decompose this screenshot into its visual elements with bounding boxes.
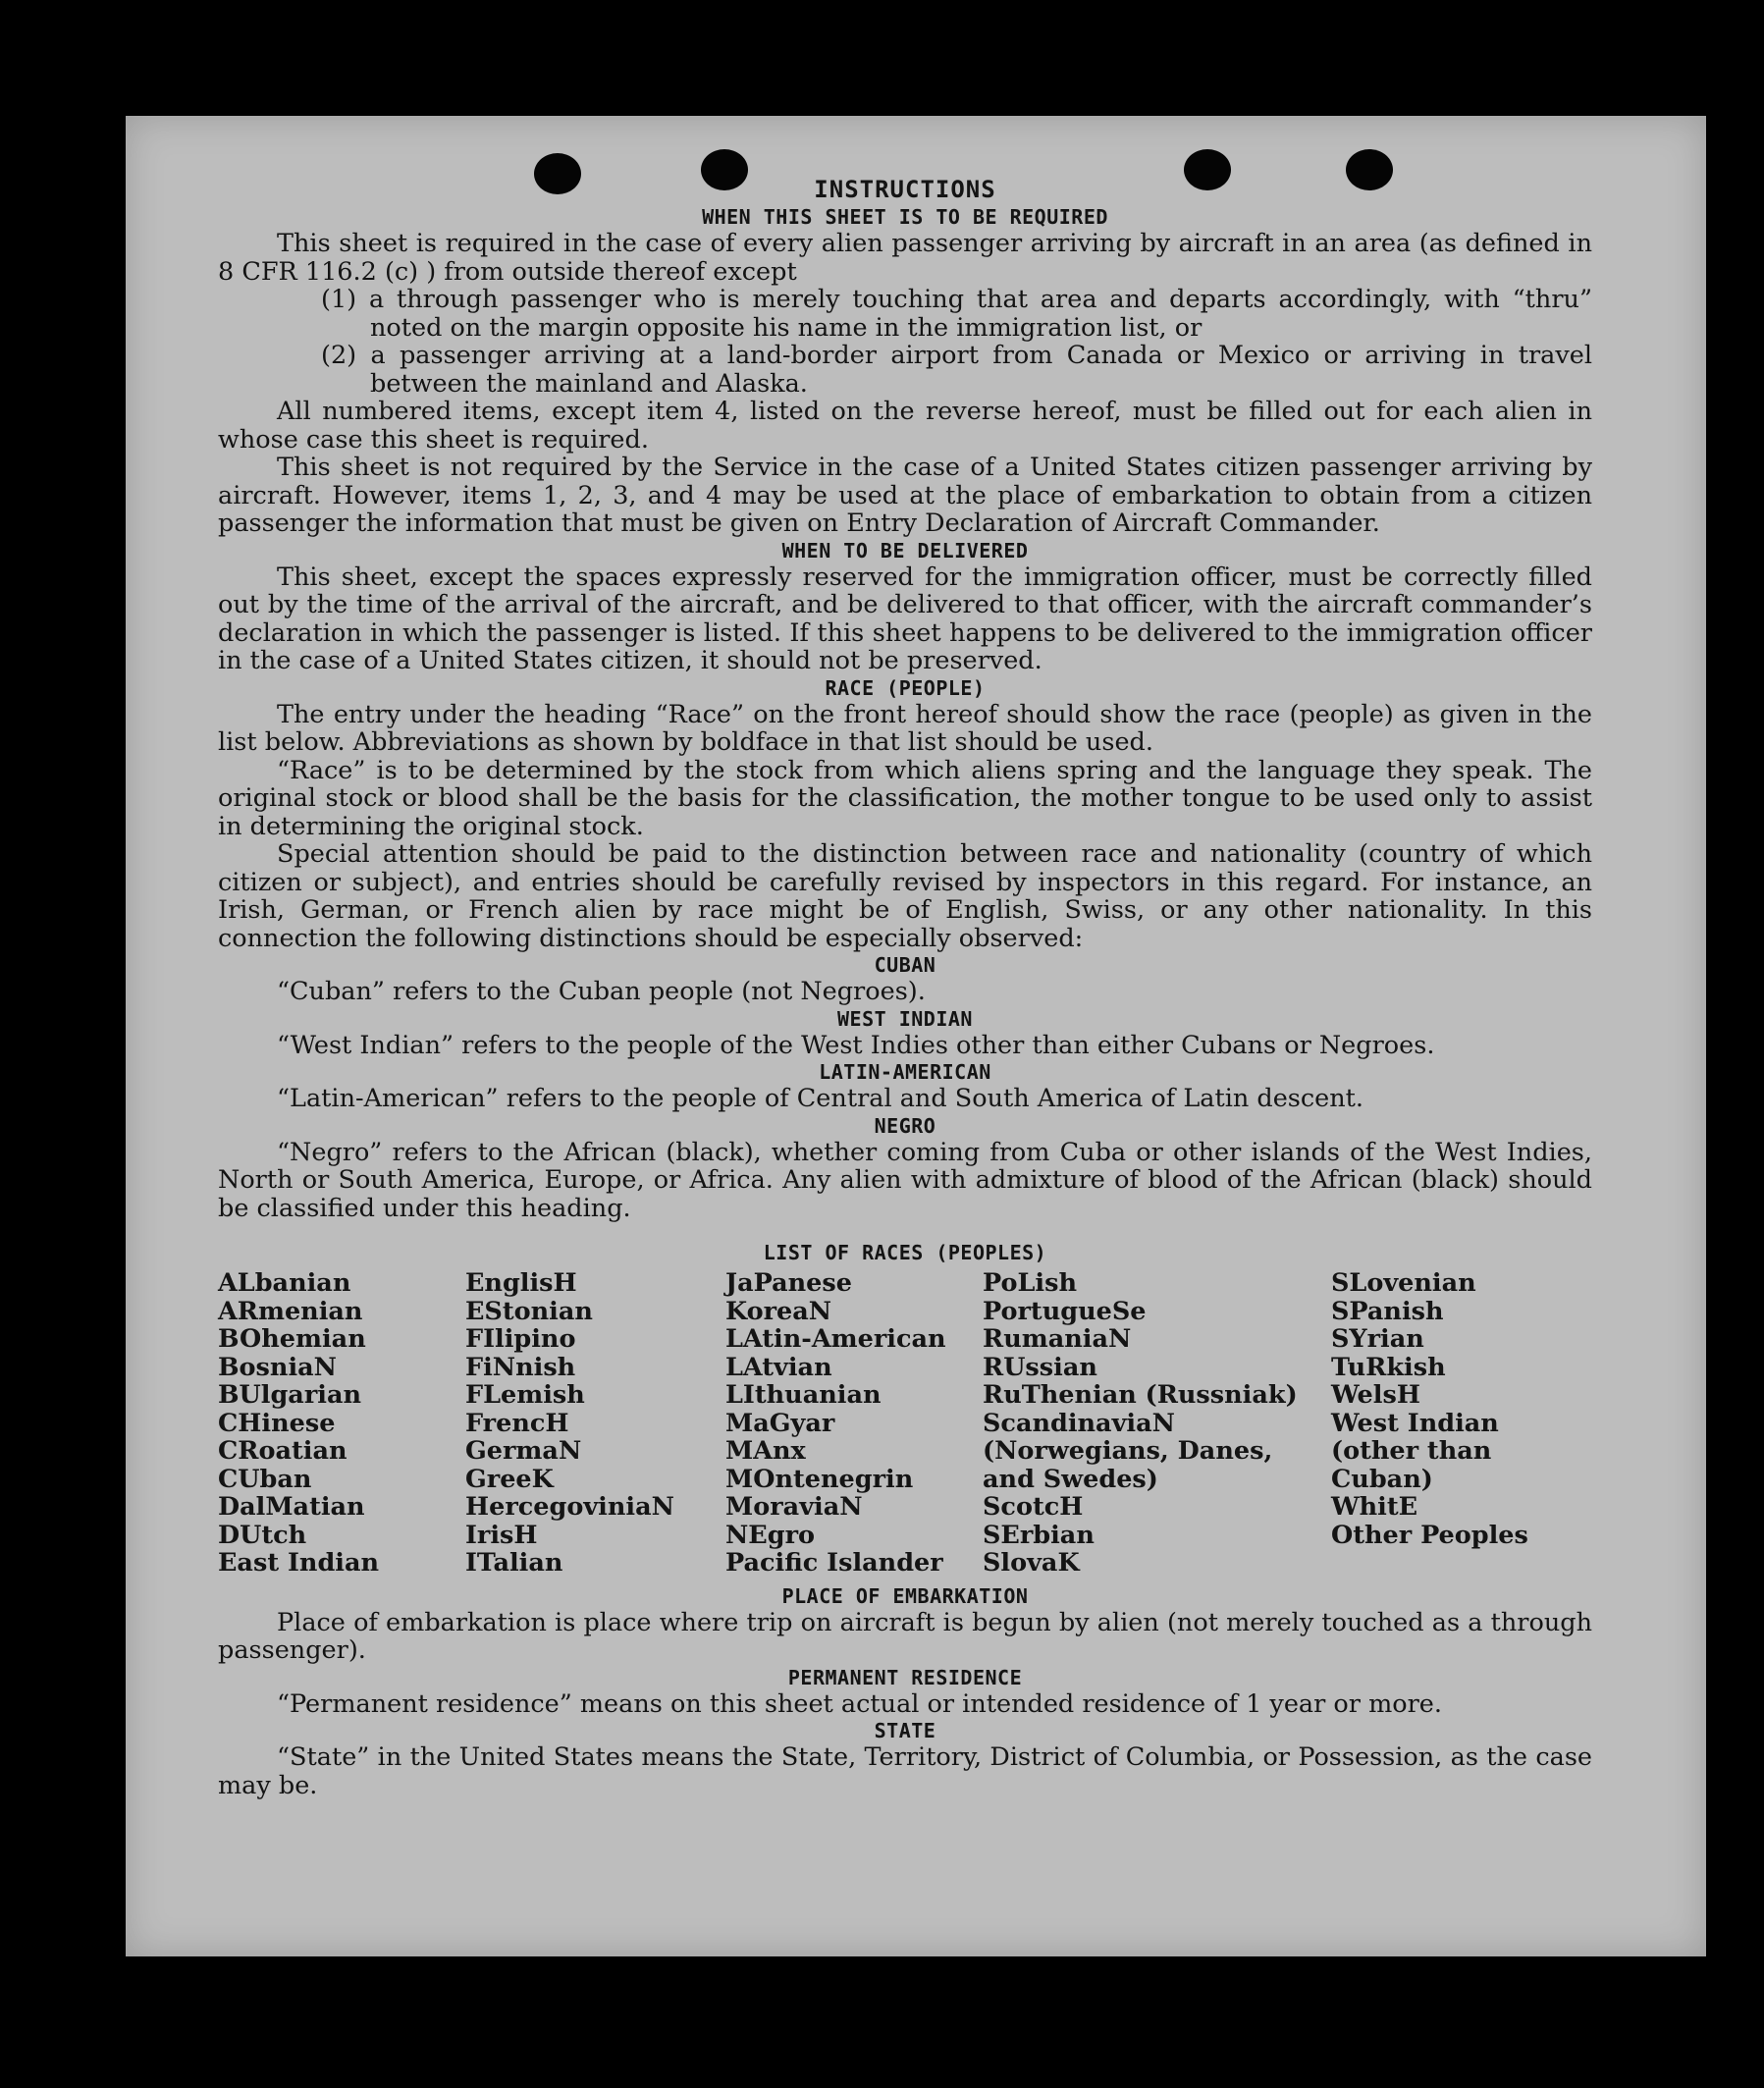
race-item: FrencH	[465, 1408, 569, 1438]
race-item: RUssian	[983, 1352, 1097, 1382]
section-heading: WHEN TO BE DELIVERED	[781, 538, 1029, 562]
instructions-content	[218, 175, 1592, 1799]
races-column	[465, 1269, 725, 1578]
race-item: KoreaN	[725, 1296, 832, 1326]
definition: “West Indian” refers to the people of the West Indies other than either Cubans or Negroes.	[277, 1030, 1435, 1060]
race-item: SlovaK	[983, 1548, 1080, 1578]
section-heading: CUBAN	[874, 953, 936, 977]
race-item: WelsH	[1331, 1380, 1420, 1410]
page-title: INSTRUCTIONS	[814, 176, 996, 203]
race-item: LIthuanian	[725, 1380, 882, 1410]
race-item: BUlgarian	[218, 1380, 362, 1410]
definition: “Latin-American” refers to the people of Central and South America of Latin descent.	[277, 1084, 1364, 1113]
race-item: TuRkish	[1331, 1352, 1446, 1382]
race-item: GermaN	[465, 1436, 582, 1466]
race-item: DUtch	[218, 1520, 307, 1550]
section-heading: WEST INDIAN	[837, 1006, 973, 1031]
race-item: PortugueSe	[983, 1296, 1147, 1326]
race-item: GreeK	[465, 1464, 554, 1494]
race-item: CHinese	[218, 1408, 336, 1438]
race-item: RumaniaN	[983, 1324, 1132, 1354]
list-item: (2) a passenger arriving at a land-border airport from Canada or Mexico or arriving in travel between the mainland and Alaska.	[321, 341, 1592, 399]
section-heading: LATIN-AMERICAN	[819, 1060, 991, 1084]
race-item: LAtvian	[725, 1352, 832, 1382]
race-item: SYrian	[1331, 1324, 1424, 1354]
race-item: ScotcH	[983, 1492, 1084, 1522]
race-item: ARmenian	[218, 1296, 363, 1326]
race-item: BosniaN	[218, 1352, 337, 1382]
races-list	[218, 1269, 1592, 1578]
paragraph: The entry under the heading “Race” on the front hereof should show the race (people) as given in the list below. Abbreviations as shown by boldface in that list should be used.	[218, 699, 1592, 757]
race-item: SPanish	[1331, 1296, 1444, 1326]
races-column	[218, 1269, 465, 1578]
race-item: CUban	[218, 1464, 312, 1494]
race-item: EnglisH	[465, 1268, 577, 1298]
race-item: EStonian	[465, 1296, 593, 1326]
definition: “Negro” refers to the African (black), whether coming from Cuba or other islands of the West Indies, North or South America, Europe, or Africa. Any alien with admixture of blood of the African (black) should be classified under this heading.	[218, 1137, 1592, 1223]
paragraph: All numbered items, except item 4, listed on the reverse hereof, must be filled out for each alien in whose case this sheet is required.	[218, 397, 1592, 455]
races-column	[983, 1269, 1331, 1578]
section-heading: PERMANENT RESIDENCE	[787, 1665, 1023, 1689]
paragraph: “Race” is to be determined by the stock from which aliens spring and the language they speak. The original stock or blood shall be the basis for the classification, the mother tongue to be used only to assist in determining the original stock.	[218, 755, 1592, 841]
section-heading: LIST OF RACES (PEOPLES)	[763, 1241, 1047, 1264]
document-sheet	[126, 116, 1706, 1956]
race-item: DalMatian	[218, 1492, 365, 1522]
race-item: ITalian	[465, 1548, 563, 1578]
definition: Place of embarkation is place where trip on aircraft is begun by alien (not merely touched as a through passenger).	[218, 1607, 1592, 1665]
definition: “Cuban” refers to the Cuban people (not Negroes).	[277, 977, 926, 1006]
race-item: FLemish	[465, 1380, 585, 1410]
race-item: WhitE	[1331, 1492, 1418, 1522]
race-item: PoLish	[983, 1268, 1078, 1298]
race-item: MAnx	[725, 1436, 806, 1466]
definition: “Permanent residence” means on this sheet actual or intended residence of 1 year or more.	[277, 1688, 1442, 1719]
race-item: NEgro	[725, 1520, 816, 1550]
section-heading: PLACE OF EMBARKATION	[781, 1583, 1029, 1608]
races-column	[1331, 1269, 1592, 1578]
race-item: Pacific Islander	[725, 1548, 943, 1578]
race-item: LAtin-American	[725, 1324, 946, 1354]
race-item: BOhemian	[218, 1324, 366, 1354]
race-item: MaGyar	[725, 1408, 835, 1438]
race-item: CRoatian	[218, 1436, 347, 1466]
section-heading: RACE (PEOPLE)	[825, 675, 986, 700]
race-item: IrisH	[465, 1520, 538, 1550]
race-item: SLovenian	[1331, 1268, 1476, 1298]
race-item: Other Peoples	[1331, 1520, 1528, 1550]
race-item: FiNnish	[465, 1352, 576, 1382]
race-item: ScandinaviaN (Norwegians, Danes, and Swedes)	[983, 1408, 1273, 1494]
race-item: HercegoviniaN	[465, 1492, 674, 1522]
section-heading: WHEN THIS SHEET IS TO BE REQUIRED	[702, 205, 1108, 229]
race-item: MOntenegrin	[725, 1464, 914, 1494]
section-heading: NEGRO	[874, 1113, 936, 1138]
section-heading: STATE	[874, 1719, 936, 1742]
race-item: West Indian (other than Cuban)	[1331, 1408, 1499, 1494]
race-item: ALbanian	[218, 1268, 351, 1298]
paragraph: This sheet is not required by the Service in the case of a United States citizen passenger arriving by aircraft. However, items 1, 2, 3, and 4 may be used at the place of embarkation to obtain from a citizen passenger the information that must be given on Entry Declaration of Aircraft Commander.	[218, 453, 1592, 538]
race-item: SErbian	[983, 1520, 1095, 1550]
race-item: FIlipino	[465, 1324, 576, 1354]
race-item: RuThenian (Russniak)	[983, 1380, 1298, 1410]
list-item: (1) a through passenger who is merely touching that area and departs accordingly, with “thru” noted on the margin opposite his name in the immigration list, or	[321, 285, 1592, 343]
race-item: East Indian	[218, 1548, 380, 1578]
race-item: MoraviaN	[725, 1492, 863, 1522]
paragraph: This sheet, except the spaces expressly reserved for the immigration officer, must be correctly filled out by the time of the arrival of the aircraft, and be delivered to that officer, with the aircraft commander’s declaration in which the passenger is listed. If this sheet happens to be delivered to the immigration officer in the case of a United States citizen, it should not be preserved.	[218, 562, 1592, 675]
races-column	[725, 1269, 983, 1578]
definition: “State” in the United States means the State, Territory, District of Columbia, or Possession, as the case may be.	[218, 1742, 1592, 1800]
paragraph: Special attention should be paid to the distinction between race and nationality (country of which citizen or subject), and entries should be carefully revised by inspectors in this regard. For instance, an Irish, German, or French alien by race might be of English, Swiss, or any other nationality. In this connection the following distinctions should be especially observed:	[218, 839, 1592, 953]
race-item: JaPanese	[725, 1268, 852, 1298]
paragraph: This sheet is required in the case of every alien passenger arriving by aircraft in an area (as defined in 8 CFR 116.2 (c) ) from outside thereof except	[218, 229, 1592, 287]
